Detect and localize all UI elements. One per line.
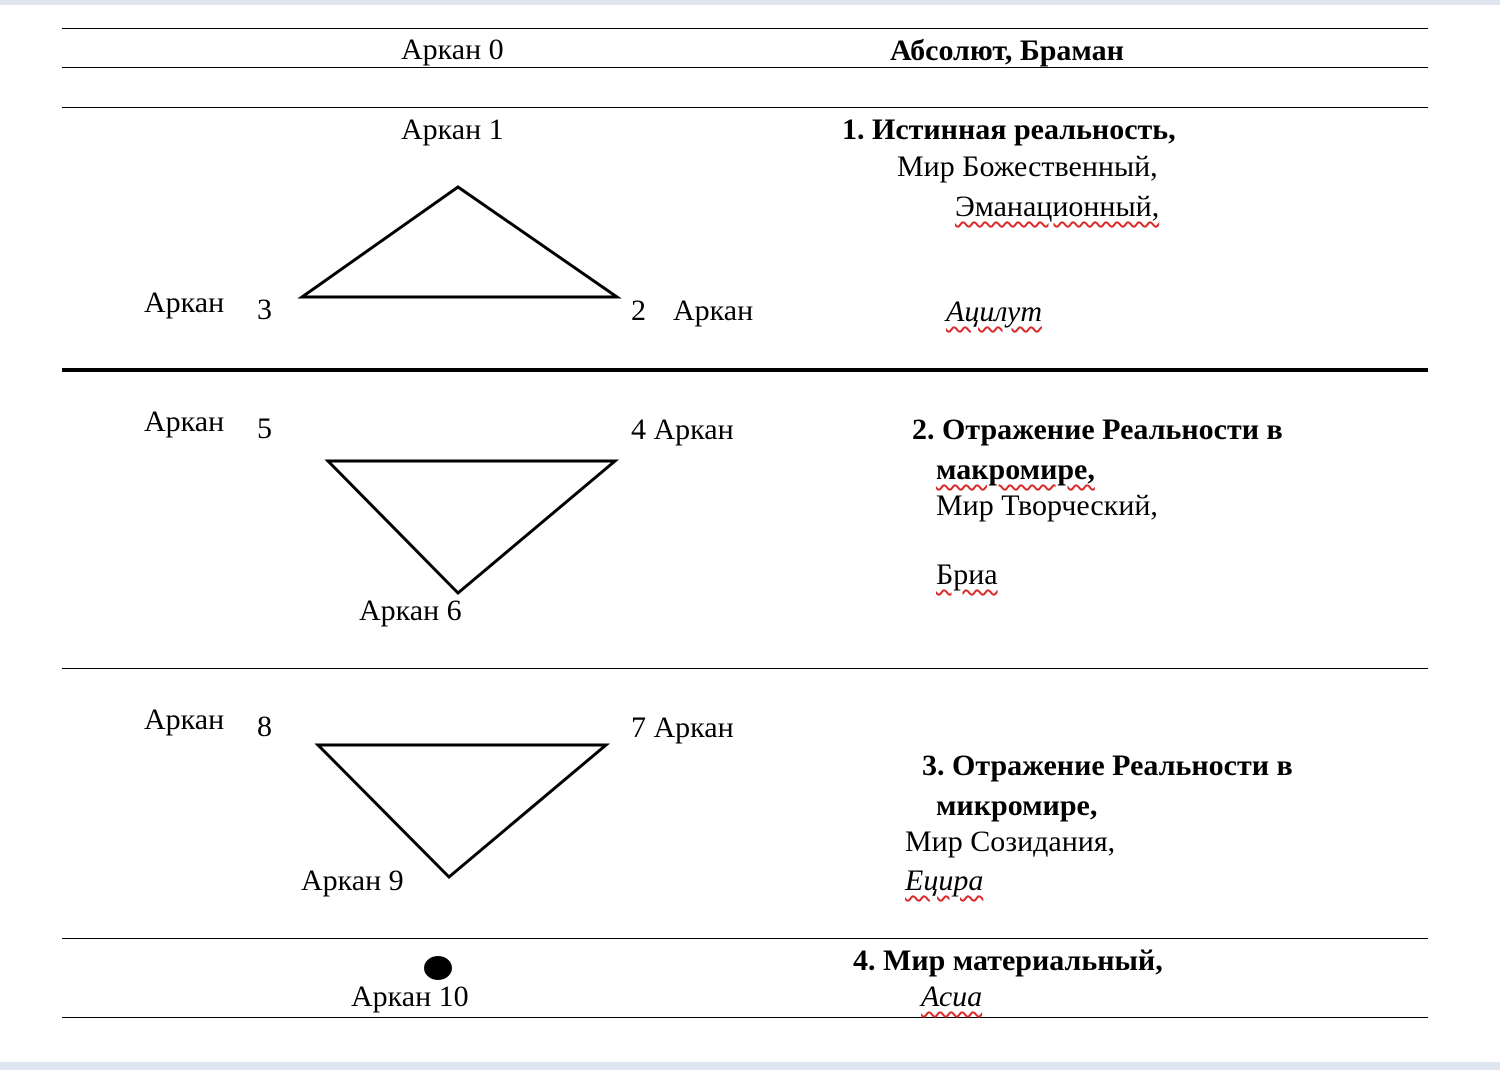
- arcana-5-word: Аркан: [144, 405, 225, 438]
- arcana-2-number: 2: [631, 294, 646, 327]
- arcana-1-label: Аркан 1: [401, 113, 504, 146]
- arcana-3-word: Аркан: [144, 286, 225, 319]
- arcana-0-label: Аркан 0: [401, 33, 504, 66]
- arcana-2-word: Аркан: [673, 294, 754, 327]
- world-3-hebrew-name: Ецира: [905, 864, 984, 897]
- arcana-8-word: Аркан: [144, 703, 225, 736]
- arcana-6-label: Аркан 6: [359, 594, 462, 627]
- arcana-5-number: 5: [257, 412, 272, 445]
- world-3-line2: Мир Созидания,: [905, 825, 1116, 858]
- world-2-line2: Мир Творческий,: [936, 489, 1158, 522]
- triangle-formation-world: [318, 745, 606, 877]
- world-1-line2: Мир Божественный,: [897, 150, 1158, 183]
- world-3-heading-a: 3. Отражение Реальности в: [922, 749, 1293, 782]
- world-4-heading: 4. Мир материальный,: [853, 944, 1163, 977]
- world-4-hebrew-name: Асиа: [921, 980, 983, 1013]
- absolute-title: Абсолют, Браман: [890, 34, 1124, 67]
- window-bottom-edge: [0, 1062, 1500, 1070]
- arcana-3-number: 3: [257, 293, 272, 326]
- world-1-heading: 1. Истинная реальность,: [842, 113, 1176, 146]
- arcana-7-label: 7 Аркан: [631, 711, 734, 744]
- arcana-4-label: 4 Аркан: [631, 413, 734, 446]
- world-3-heading-b: микромире,: [936, 789, 1098, 822]
- triangle-divine-world: [302, 187, 617, 297]
- world-1-hebrew-name: Ацилут: [946, 295, 1042, 328]
- arcana-8-number: 8: [257, 710, 272, 743]
- arcana-10-label: Аркан 10: [351, 980, 469, 1013]
- world-1-line3: Эманационный,: [955, 190, 1160, 223]
- world-2-heading-b: макромире,: [936, 453, 1095, 486]
- point-material-world: [424, 956, 452, 980]
- world-2-heading-a: 2. Отражение Реальности в: [912, 413, 1283, 446]
- triangle-creative-world: [328, 461, 615, 593]
- world-2-hebrew-name: Бриа: [936, 558, 998, 591]
- arcana-9-label: Аркан 9: [301, 864, 404, 897]
